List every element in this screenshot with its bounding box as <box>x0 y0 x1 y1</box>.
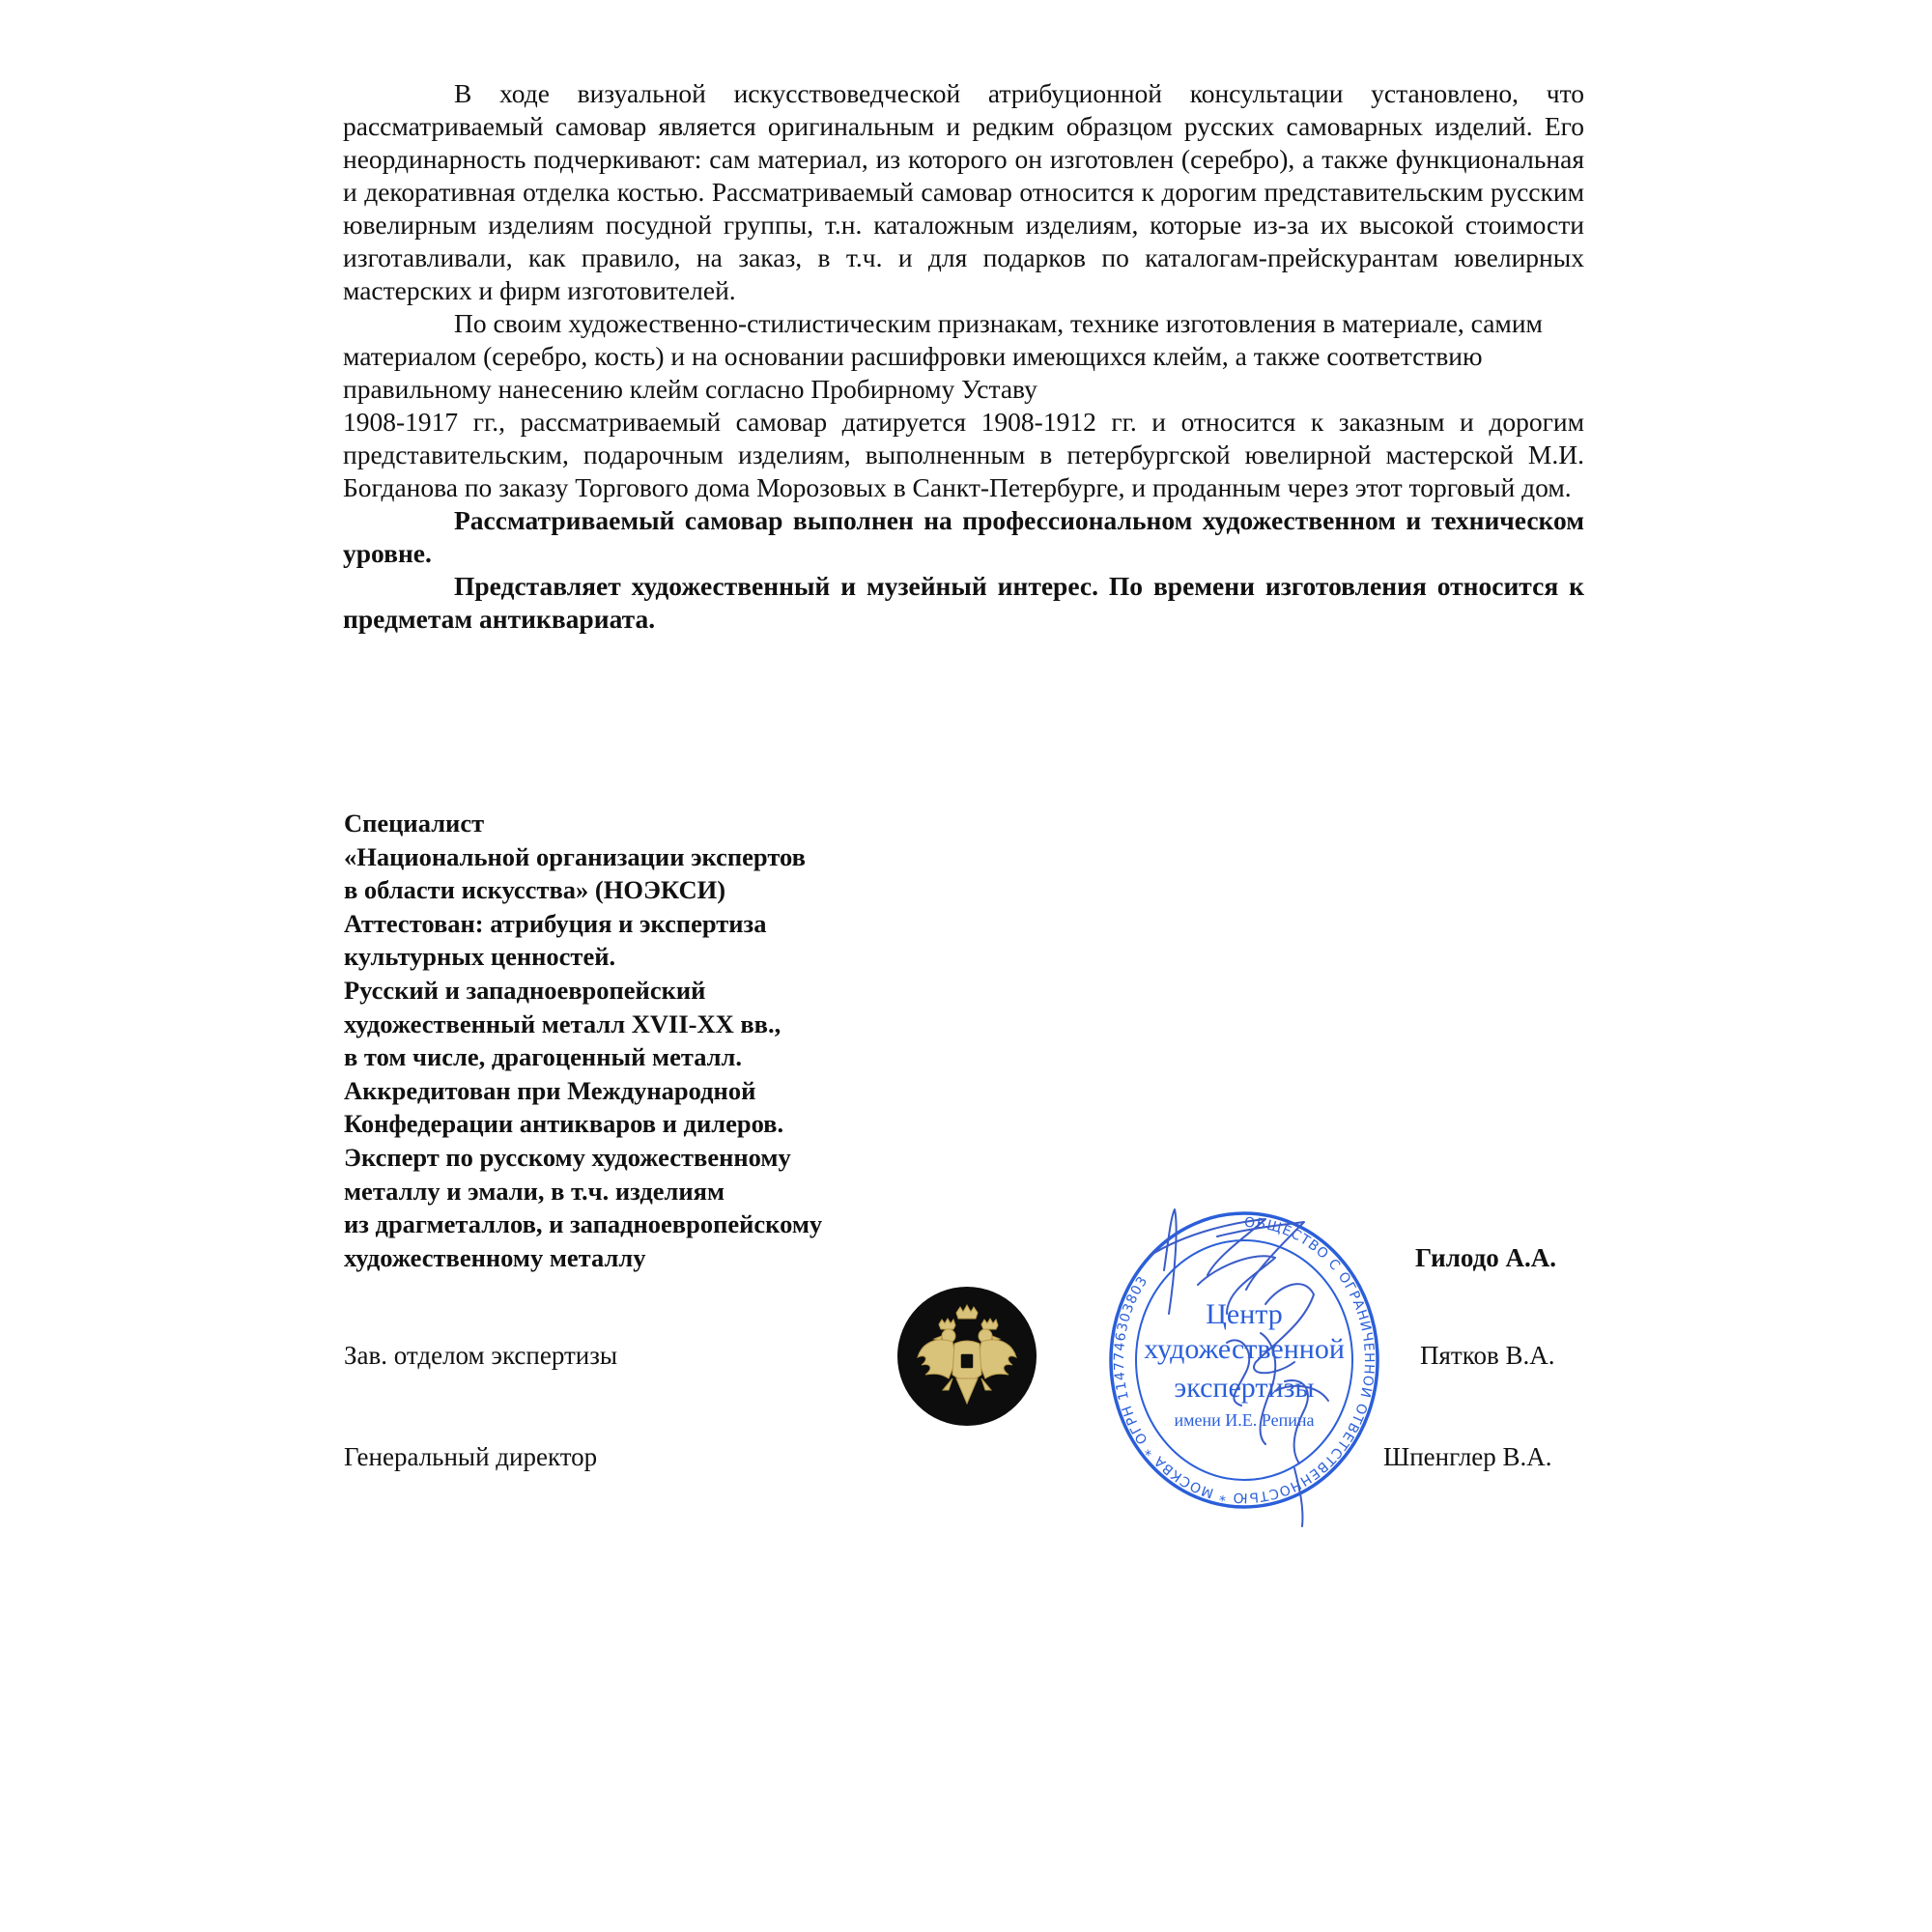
credential-line: Эксперт по русскому художественному <box>344 1142 791 1172</box>
paragraph-dating: 1908-1917 гг., рассматриваемый самовар датируется 1908-1912 гг. и относится к заказным и дорогим представительским, подарочным изделиям, выполненным в петербургской ювелирной мастерской М.И. Богданова по заказу Торгового дома Морозовых в Санкт-Петербурге, и проданным через этот торговый дом. <box>343 407 1584 502</box>
conclusion-interest: Представляет художественный и музейный интерес. По времени изготовления относится к предметам антиквариата. <box>343 571 1584 634</box>
stamp-line-1: Центр <box>1206 1298 1283 1330</box>
specialist-name: Гилодо А.А. <box>1415 1243 1556 1272</box>
signatory-name-head-of-expertise: Пятков В.А. <box>1420 1341 1555 1370</box>
credential-line: художественному металлу <box>344 1242 646 1272</box>
credential-line: Аттестован: атрибуция и экспертиза <box>344 908 767 938</box>
credential-line: в области искусства» (НОЭКСИ) <box>344 875 726 905</box>
paragraph-attribution: В ходе визуальной искусствоведческой атрибуционной консультации установлено, что рассматриваемый самовар является оригинальным и редким образцом русских самоварных изделий. Его неординарность подчеркивают: сам материал, из которого он изготовлен (серебро), а также функциональная и декоративная отделка костью. Рассматриваемый самовар относится к дорогим представительским русским ювелирным изделиям посудной группы, т.н. каталожным изделиям, которые из-за их высокой стоимости изготавливали, как правило, на заказ, в т.ч. и для подарков по каталогам-прейскурантам ювелирных мастерских и фирм изготовителей. <box>343 78 1584 305</box>
credential-line: «Национальной организации экспертов <box>344 841 806 871</box>
stamp-line-3: экспертизы <box>1174 1372 1315 1404</box>
document-body <box>343 77 1584 636</box>
credential-line: в том числе, драгоценный металл. <box>344 1042 743 1072</box>
credential-line: художественный металл XVII-XX вв., <box>344 1009 781 1038</box>
signatory-role-director: Генеральный директор <box>344 1442 598 1471</box>
credential-line: Аккредитован при Международной <box>344 1075 756 1105</box>
credential-line: Специалист <box>344 809 485 838</box>
double-headed-eagle-icon <box>896 1286 1037 1427</box>
paragraph-dating-intro: По своим художественно-стилистическим признакам, технике изготовления в материале, самим материалом (серебро, кость) и на основании расшифровки имеющихся клейм, а также соответствию правильному нанесению клейм согласно Пробирному Уставу <box>343 308 1543 404</box>
stamp-line-4: имени И.Е. Репина <box>1174 1410 1315 1430</box>
credential-line: культурных ценностей. <box>344 942 616 972</box>
credential-line: металлу и эмали, в т.ч. изделиям <box>344 1176 725 1206</box>
signatory-name-director: Шпенглер В.А. <box>1383 1442 1552 1471</box>
stamp-ring-text: ОБЩЕСТВО С ОГРАНИЧЕННОЙ ОТВЕТСТВЕННОСТЬЮ * МОСКВА * ОГРН 1147746303803 <box>1111 1214 1378 1506</box>
credential-line: Русский и западноевропейский <box>344 975 706 1005</box>
conclusion-quality: Рассматриваемый самовар выполнен на профессиональном художественном и техническом уровне. <box>343 505 1584 568</box>
stamp-line-2: художественной <box>1144 1333 1345 1365</box>
credential-line: Конфедерации антикваров и дилеров. <box>344 1109 784 1139</box>
company-stamp <box>1099 1198 1389 1517</box>
credential-line: из драгметаллов, и западноевропейскому <box>344 1209 823 1239</box>
signatory-role-head-of-expertise: Зав. отделом экспертизы <box>344 1341 618 1370</box>
specialist-credentials <box>344 807 962 1274</box>
